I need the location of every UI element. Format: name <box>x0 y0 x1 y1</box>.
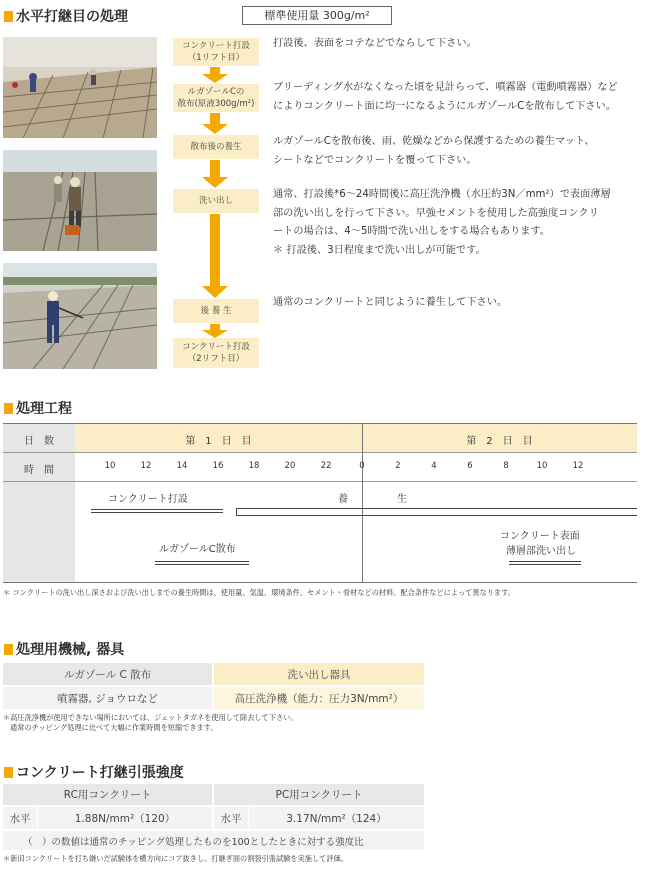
section-title-process <box>4 398 72 418</box>
desc-spray <box>273 79 618 116</box>
desc-line: ＊ 打設後、3日程度まで洗い出しが可能です。 <box>273 244 486 256</box>
flow-arrow-down-icon <box>200 67 230 83</box>
section-title-text: 水平打継目の処理 <box>16 9 128 25</box>
cell-text: 1.88N/mm²（120） <box>74 812 176 825</box>
cell-text: RC用コンクリート <box>63 789 152 801</box>
photo-washing <box>3 263 157 369</box>
strength-remark <box>3 831 424 850</box>
strength-header-rc <box>3 784 212 805</box>
bar-label-cure-b: 生 <box>397 494 407 505</box>
title-marker <box>4 403 13 414</box>
strength-header-pc <box>214 784 424 805</box>
time-tick-label: 8 <box>503 461 509 471</box>
flow-step-line: 散布後の養生 <box>190 142 242 152</box>
equipment-cell-wash <box>214 687 424 709</box>
flow-step-line: 散布(原液300g/m²) <box>177 99 255 109</box>
time-tick-label: 6 <box>467 461 473 471</box>
equipment-cell-spray <box>3 687 212 709</box>
flow-arrow-down-icon <box>200 160 230 188</box>
bar-label-wash: 薄層部洗い出し <box>506 546 576 557</box>
standard-usage-text: 標準使用量 300g/m² <box>264 9 370 22</box>
time-tick-label: 4 <box>431 461 437 471</box>
equipment-note: ＊高圧洗浄機が使用できない場所においては、ジェットタガネを使用して除去して下さい。 <box>3 713 298 722</box>
bar-label-cure-a: 養 <box>338 494 348 505</box>
day-1-label: 第 1 日 目 <box>185 436 252 447</box>
desc-line: 通常、打設後*6〜24時間後に高圧洗浄機（水圧約3N／mm²）で表面薄層 <box>273 189 611 200</box>
time-tick-label: 10 <box>104 461 116 471</box>
flow-arrow-down-icon <box>200 113 230 134</box>
flow-step-spray <box>173 84 259 112</box>
time-tick-label: 2 <box>395 461 401 471</box>
section-title-text: コンクリート打継引張強度 <box>16 765 184 781</box>
schedule-table <box>3 423 637 583</box>
standard-usage-box <box>242 6 392 25</box>
flow-step-line: 洗い出し <box>198 196 233 206</box>
flow-arrow-down-icon <box>200 324 230 338</box>
flow-step-curing <box>173 135 259 159</box>
flow-step-line: ルガゾールCの <box>187 87 245 97</box>
cell-text: 水平 <box>9 812 31 825</box>
section-title-horizontal-joint <box>4 6 128 26</box>
cell-text: （ ）の数値は通常のチッピング処理したものを100としたときに対する強度比 <box>23 836 364 848</box>
cell-text: ルガゾール C 散布 <box>63 668 152 681</box>
strength-value-rc <box>38 807 212 829</box>
cell-text: 噴霧器, ジョウロなど <box>57 692 158 705</box>
bar-pour <box>91 509 223 513</box>
flow-step-line: コンクリート打設 <box>182 41 250 51</box>
desc-line: 部の洗い出しを行って下さい。早強セメントを使用した高強度コンクリ <box>273 207 599 219</box>
time-tick-label: 14 <box>176 461 188 471</box>
flow-step-pour-2 <box>173 338 259 368</box>
schedule-note: ＊ コンクリートの洗い出し深さおよび洗い出しまでの養生時間は、使用量、気温、環境条件、セメント・骨材などの材料、配合条件などによって異なります。 <box>3 588 515 597</box>
bar-label-wash: コンクリート表面 <box>500 531 580 542</box>
bar-label-spray: ルガゾールC散布 <box>159 544 236 555</box>
photo-concrete-pouring <box>3 37 157 138</box>
flow-step-line: （1リフト目） <box>187 53 245 63</box>
desc-line: ブリーディング水がなくなった頃を見計らって、噴霧器（電動噴霧器）など <box>273 82 618 93</box>
flow-arrow-down-icon <box>200 214 230 298</box>
equipment-header-wash <box>214 663 424 685</box>
time-tick-label: 20 <box>284 461 296 471</box>
time-tick-label: 10 <box>536 461 548 471</box>
desc-after-curing <box>273 294 507 313</box>
flow-step-after-curing <box>173 299 259 323</box>
bar-curing <box>236 508 637 516</box>
bar-spray <box>155 561 249 565</box>
desc-wash <box>273 186 611 260</box>
desc-line: ルガゾールCを散布後、雨、乾燥などから保護するための養生マット、 <box>273 136 595 147</box>
bar-wash <box>509 561 581 565</box>
section-title-text: 処理用機械, 器具 <box>16 642 125 658</box>
title-marker <box>4 767 13 778</box>
cell-text: 高圧洗浄機（能力：圧力3N/mm²） <box>234 692 404 705</box>
flow-step-line: 後 養 生 <box>200 306 232 316</box>
time-tick-label: 16 <box>212 461 224 471</box>
section-title-equipment <box>4 639 124 659</box>
flow-step-pour-1 <box>173 38 259 66</box>
bar-label-pour: コンクリート打設 <box>108 494 188 505</box>
desc-curing <box>273 133 594 170</box>
photo-spraying <box>3 150 157 251</box>
time-tick-label: 0 <box>359 461 365 471</box>
title-marker <box>4 644 13 655</box>
cell-text: 洗い出し器具 <box>287 668 351 681</box>
desc-line: によりコンクリート面に均一になるようにルガゾールCを散布して下さい。 <box>273 100 616 112</box>
desc-pour <box>273 35 477 54</box>
strength-label-pc <box>214 807 248 829</box>
equipment-header-spray <box>3 663 212 685</box>
time-tick-label: 12 <box>140 461 152 471</box>
desc-line: 通常のコンクリートと同じように養生して下さい。 <box>273 297 508 308</box>
row-header-days-label: 日 数 <box>24 436 54 447</box>
time-tick-label: 12 <box>572 461 584 471</box>
row-header-body <box>3 482 75 582</box>
time-tick-label: 18 <box>248 461 260 471</box>
day-2-label: 第 2 日 目 <box>466 436 533 447</box>
section-title-strength <box>4 762 184 782</box>
section-title-text: 処理工程 <box>16 401 72 417</box>
desc-line: ートの場合は、4〜5時間で洗い出しをする場合もあります。 <box>273 226 551 237</box>
strength-value-pc <box>249 807 424 829</box>
strength-label-rc <box>3 807 37 829</box>
desc-line: 打設後、表面をコテなどでならして下さい。 <box>273 38 477 49</box>
strength-note: ＊新旧コンクリートを打ち継いだ試験体を横方向にコア抜きし、打継ぎ面の割裂引張試験を実施して評価。 <box>3 854 348 863</box>
cell-text: 3.17N/mm²（124） <box>286 812 387 825</box>
equipment-note: 通常のチッピング処理に比べて大幅に作業時間を短縮できます。 <box>10 723 218 732</box>
title-marker <box>4 11 13 22</box>
desc-line: シートなどでコンクリートを覆って下さい。 <box>273 154 477 166</box>
flow-step-wash <box>173 189 259 213</box>
flow-step-line: コンクリート打設 <box>182 342 250 352</box>
cell-text: PC用コンクリート <box>275 789 363 801</box>
cell-text: 水平 <box>220 812 242 825</box>
flow-step-line: （2リフト目） <box>187 354 245 364</box>
row-header-time-label: 時 間 <box>24 465 54 476</box>
time-tick-label: 22 <box>320 461 332 471</box>
day-divider <box>362 424 363 582</box>
